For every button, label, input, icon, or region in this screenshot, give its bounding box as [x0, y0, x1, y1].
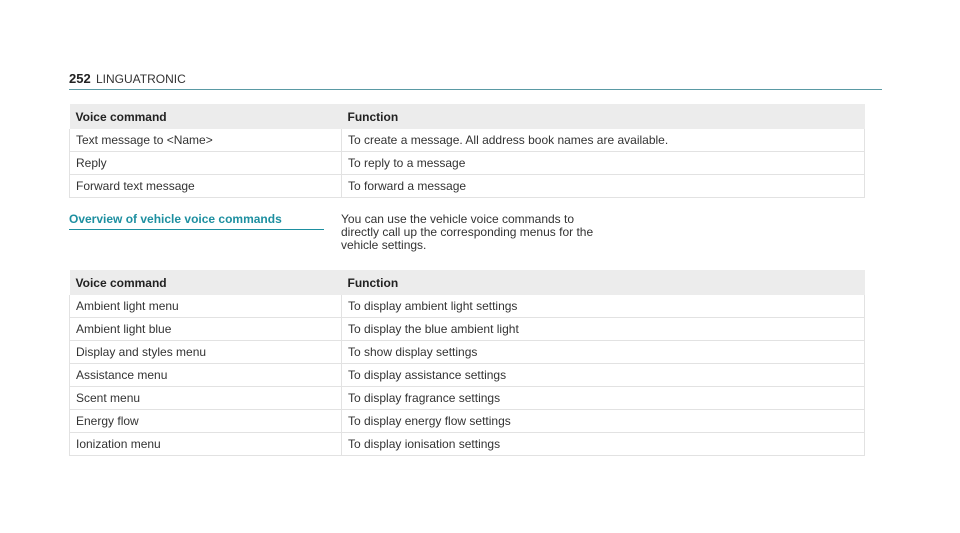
- voice-command-cell: Forward text message: [70, 175, 342, 198]
- table-row: [70, 364, 865, 387]
- section-intro: [341, 213, 601, 252]
- voice-command-cell: Display and styles menu: [70, 341, 342, 364]
- table-header-row: [70, 104, 865, 129]
- voice-command-cell: Scent menu: [70, 387, 342, 410]
- function-cell: To display ionisation settings: [342, 433, 865, 456]
- column-header-voice-command: Voice command: [70, 270, 342, 295]
- voice-command-cell: Reply: [70, 152, 342, 175]
- function-cell: To display ambient light settings: [342, 295, 865, 318]
- column-header-voice-command: Voice command: [70, 104, 342, 129]
- table-row: [70, 387, 865, 410]
- function-cell: To show display settings: [342, 341, 865, 364]
- function-cell: To reply to a message: [342, 152, 865, 175]
- voice-commands-table: [69, 104, 865, 198]
- column-header-function: Function: [342, 270, 865, 295]
- chapter-title: LINGUATRONIC: [96, 72, 186, 86]
- vehicle-voice-commands-table: [69, 270, 865, 456]
- voice-command-cell: Ambient light blue: [70, 318, 342, 341]
- voice-command-cell: Assistance menu: [70, 364, 342, 387]
- table-row: [70, 129, 865, 152]
- intro-line: vehicle settings.: [341, 238, 427, 252]
- voice-command-cell: Energy flow: [70, 410, 342, 433]
- function-cell: To create a message. All address book names are available.: [342, 129, 865, 152]
- page-header: [69, 69, 882, 90]
- page-number: 252: [69, 71, 91, 86]
- column-header-function: Function: [342, 104, 865, 129]
- table-header-row: [70, 270, 865, 295]
- intro-line: You can use the vehicle voice commands to: [341, 212, 575, 226]
- table-row: [70, 295, 865, 318]
- function-cell: To display fragrance settings: [342, 387, 865, 410]
- voice-command-cell: Text message to <Name>: [70, 129, 342, 152]
- table-row: [70, 433, 865, 456]
- function-cell: To display the blue ambient light: [342, 318, 865, 341]
- voice-command-cell: Ionization menu: [70, 433, 342, 456]
- table-row: [70, 175, 865, 198]
- voice-command-cell: Ambient light menu: [70, 295, 342, 318]
- function-cell: To forward a message: [342, 175, 865, 198]
- function-cell: To display energy flow settings: [342, 410, 865, 433]
- table-row: [70, 341, 865, 364]
- table-row: [70, 152, 865, 175]
- table-row: [70, 318, 865, 341]
- table-row: [70, 410, 865, 433]
- intro-line: directly call up the corresponding menus for the: [341, 225, 594, 239]
- function-cell: To display assistance settings: [342, 364, 865, 387]
- section-heading: Overview of vehicle voice commands: [69, 212, 324, 230]
